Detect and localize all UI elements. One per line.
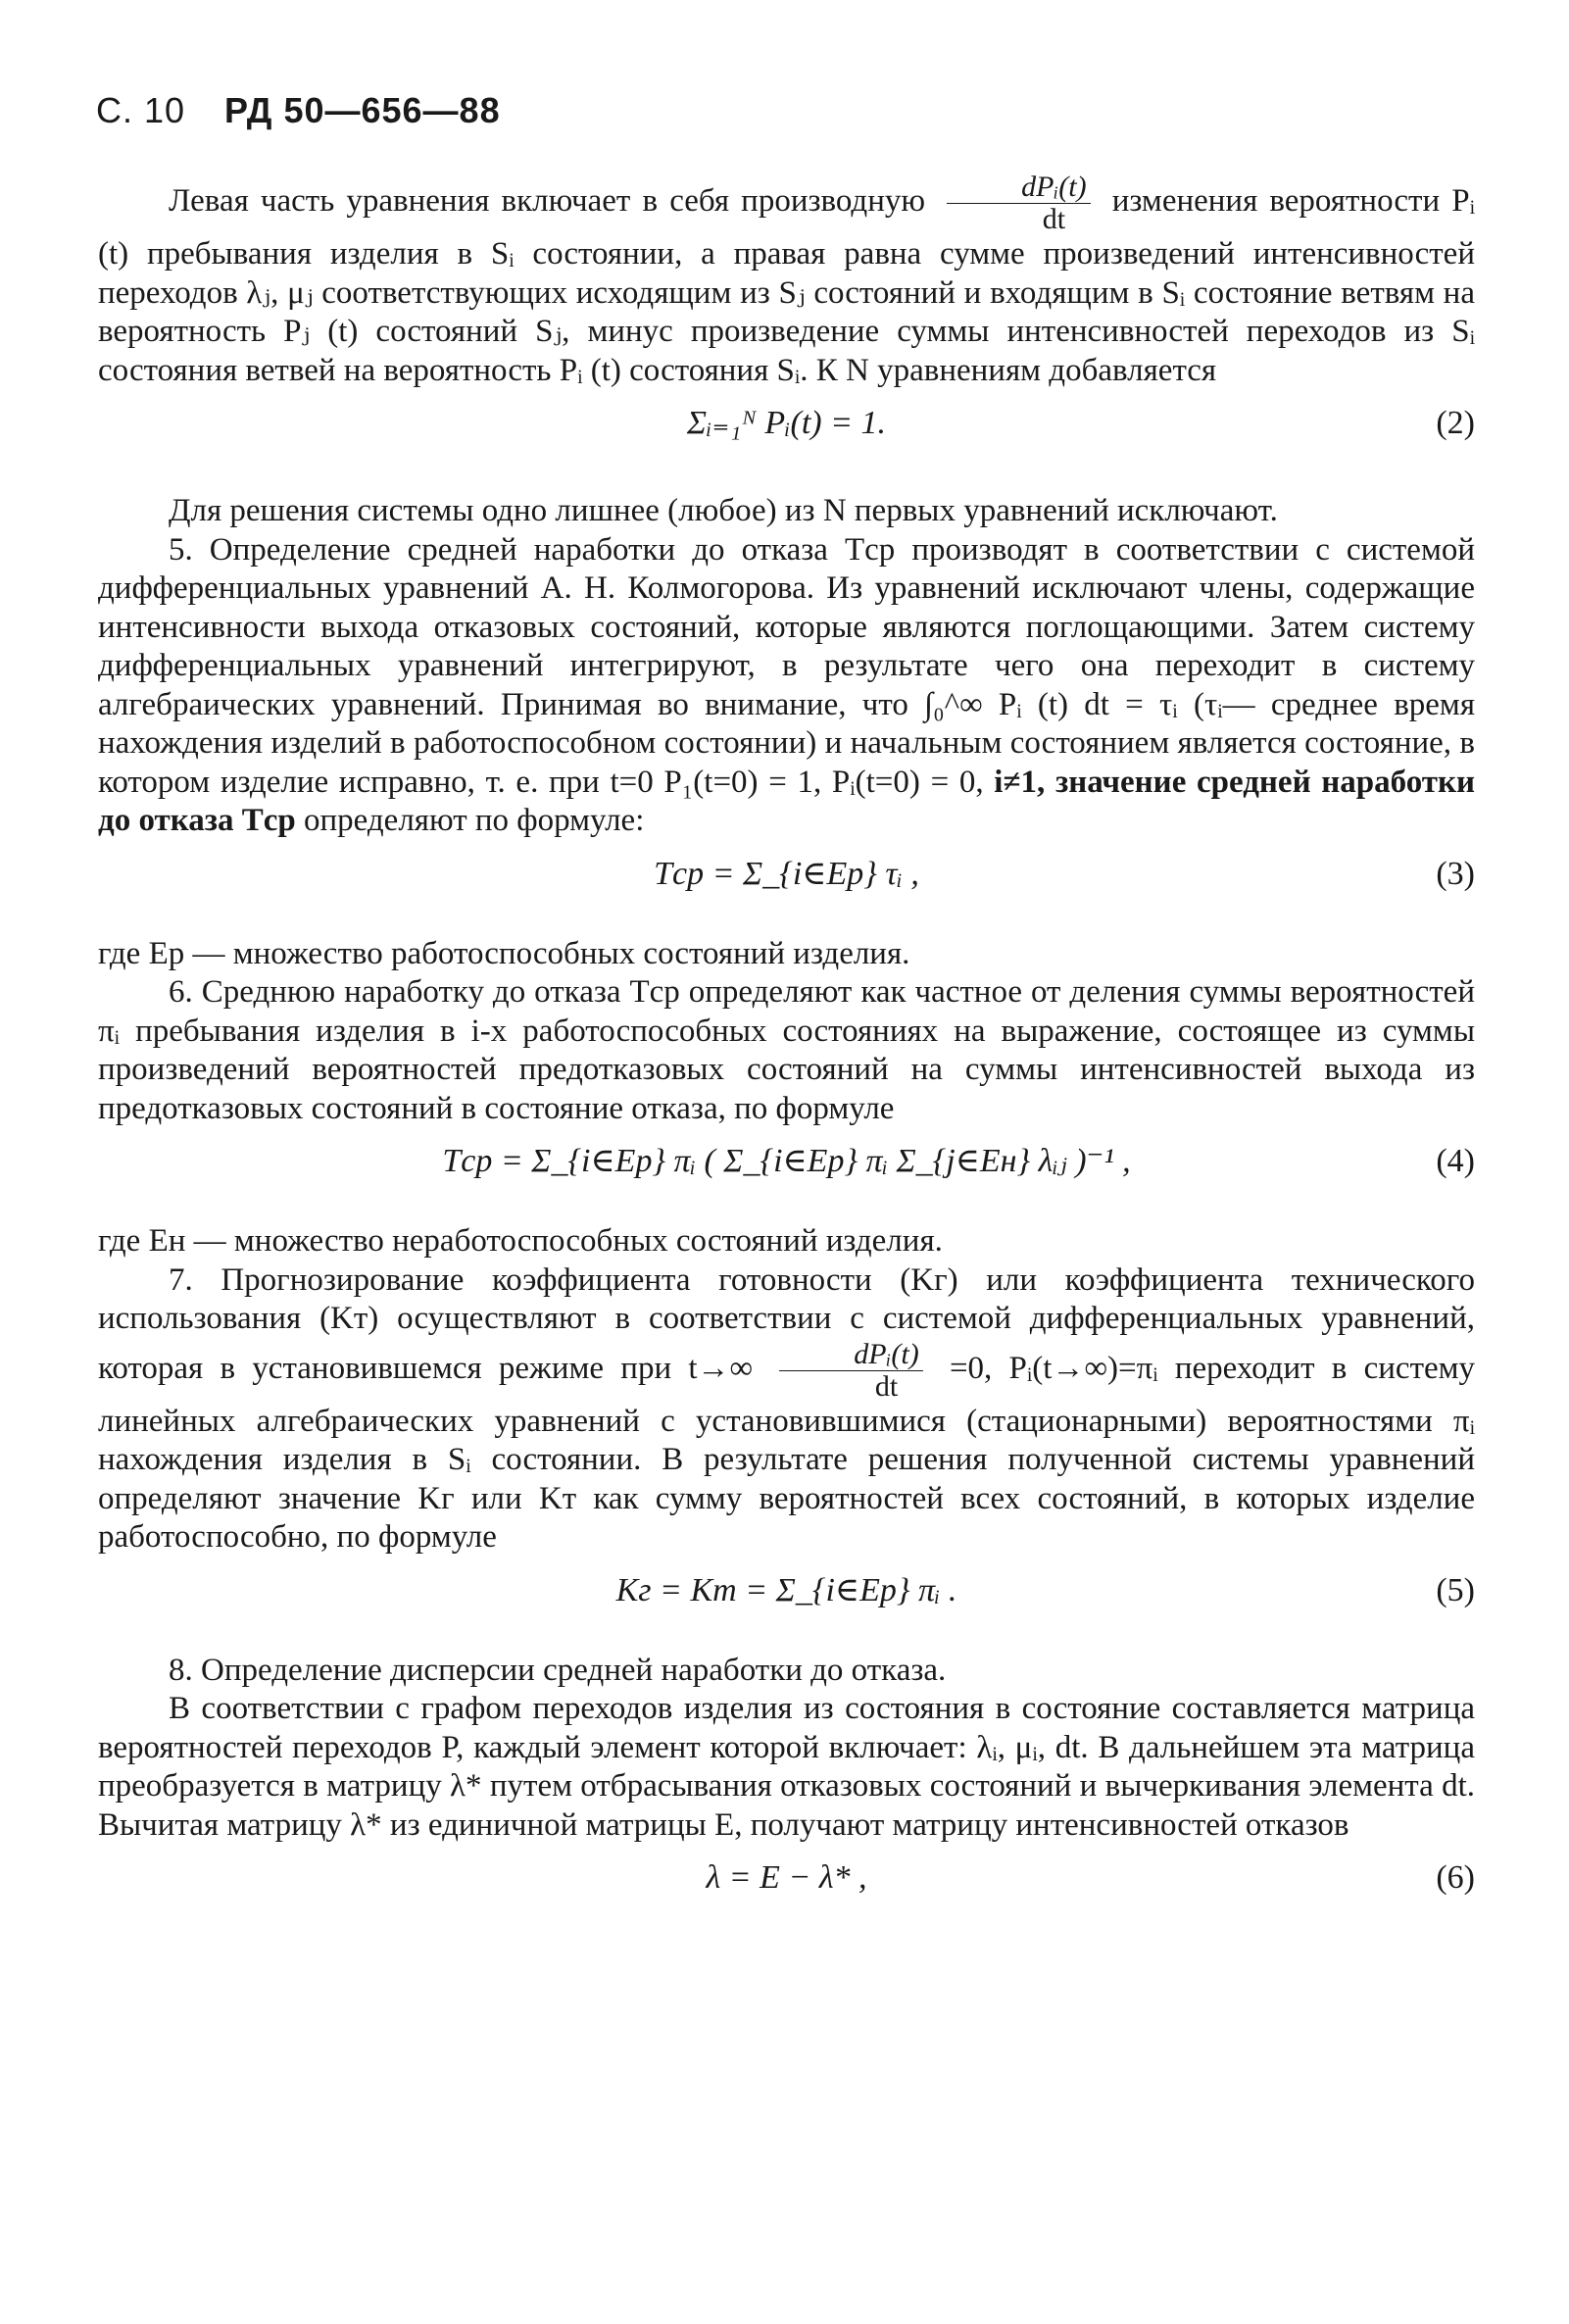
equation-number: (4): [1436, 1143, 1475, 1179]
paragraph-bold-text: i≠1, значение средней наработки до отказа Tср: [98, 764, 1475, 838]
paragraph-section-6: 6. Среднюю наработку до отказа Tср определяют как частное от деления суммы вероятностей πᵢ пребывания изделия в i-х работоспособных состояниях на выражение, состоящее из суммы произведений вероятностей предотказовых состояний на суммы интенсивностей выхода из предотказовых состояний в состояние отказа, по формуле: [98, 974, 1475, 1126]
paragraph-derivative: [98, 172, 1475, 390]
paragraph-matrix: В соответствии с графом переходов изделия из состояния в состояние составляется матрица вероятностей переходов P, каждый элемент которой включает: λᵢ, μᵢ, dt. В дальнейшем эта матрица преобразуется в матрицу λ* путем отбрасывания отказовых состояний и вычеркивания элемента dt. Вычитая матрицу λ* из единичной матрицы E, получают матрицу интенсивностей отказов: [98, 1691, 1475, 1843]
paragraph-exclude: Для решения системы одно лишнее (любое) из N первых уравнений исключают.: [169, 493, 1278, 528]
paragraph-text: 5. Определение средней наработки до отказа Tср производят в соответствии с системой дифференциальных уравнений А. Н. Колмогорова. Из уравнений исключают члены, содержащие интенсивности выхода отказовых состояний, которые являются поглощающими. Затем систему дифференциальных уравнений интегрируют, в результате чего она переходит в систему алгебраических уравнений. Принимая во внимание, что ∫₀^∞ Pᵢ (t) dt = τᵢ (τᵢ— среднее время нахождения изделий в работоспособном состоянии) и начальным состоянием является состояние, в котором изделие исправно, т. е. при t=0 P₁(t=0) = 1, Pᵢ(t=0) = 0,: [98, 531, 1475, 800]
document-id: РД 50—656—88: [224, 90, 501, 130]
paragraph-text: 7. Прогнозирование коэффициента готовности (Kг) или коэффициента технического использования (Kт) осуществляют в соответствии с системой дифференциальных уравнений, которая в установившемся режиме при t→∞: [98, 1261, 1475, 1386]
equation-2: [98, 390, 1475, 492]
equation-formula: Tср = Σ_{i∈Eр} τᵢ ,: [654, 855, 919, 892]
fraction-denominator: dt: [874, 1369, 899, 1403]
fraction-numerator: dPᵢ(t): [947, 172, 1090, 204]
equation-number: (5): [1436, 1571, 1475, 1608]
equation-formula: Tср = Σ_{i∈Eр} πᵢ ( Σ_{i∈Eр} πᵢ Σ_{j∈Eн} λᵢⱼ )⁻¹ ,: [442, 1143, 1131, 1179]
paragraph-text: изменения вероятности Pᵢ (t) пребывания изделия в Sᵢ состоянии, а правая равна сумме произведений интенсивностей переходов λⱼ, μⱼ соответствующих исходящим из Sⱼ состояний и входящим в Sᵢ состояние ветвям на вероятность Pⱼ (t) состояний Sⱼ, минус произведение суммы интенсивностей переходов из Sᵢ состояния ветвей на вероятность Pᵢ (t) состояния Sᵢ. К N уравнениям добавляется: [98, 183, 1475, 388]
page-number: С. 10: [96, 90, 186, 130]
equation-3: [98, 841, 1475, 935]
paragraph-text: =0, Pᵢ(t→∞)=πᵢ переходит в систему линейных алгебраических уравнений с установившимися (стационарными) вероятностями πᵢ нахождения изделия в Sᵢ состоянии. В результате решения полученной системы уравнений определяют значение Kг или Kт как сумму вероятностей всех состояний, в которых изделие работоспособно, по формуле: [98, 1350, 1476, 1555]
equation-number: (3): [1436, 855, 1475, 892]
paragraph-text: Левая часть уравнения включает в себя производную: [169, 183, 926, 220]
paragraph-where-en: где Eн — множество неработоспособных состояний изделия.: [98, 1223, 943, 1259]
paragraph-where-ep: где Eр — множество работоспособных состояний изделия.: [98, 935, 910, 971]
equation-formula: λ = E − λ* ,: [706, 1859, 867, 1896]
fraction-denominator: dt: [1042, 203, 1066, 235]
equation-number: (6): [1436, 1859, 1475, 1896]
paragraph-text: определяют по формуле:: [304, 803, 645, 838]
paragraph-section-5: [98, 531, 1475, 841]
equation-number: (2): [1436, 405, 1475, 441]
paragraph-section-7: [98, 1261, 1475, 1558]
equation-formula: Σᵢ₌₁ᴺ Pᵢ(t) = 1.: [686, 405, 887, 441]
equation-4: [98, 1128, 1475, 1222]
equation-formula: Kг = Kт = Σ_{i∈Eр} πᵢ .: [615, 1571, 957, 1608]
page-header: [96, 90, 501, 131]
derivative-fraction: [779, 1339, 922, 1403]
derivative-fraction: [947, 172, 1090, 235]
paragraph-section-8: 8. Определение дисперсии средней наработки до отказа.: [169, 1652, 947, 1688]
equation-5: [98, 1558, 1475, 1652]
page-content: [98, 172, 1475, 1939]
equation-6: [98, 1845, 1475, 1939]
fraction-numerator: dPᵢ(t): [779, 1339, 922, 1371]
